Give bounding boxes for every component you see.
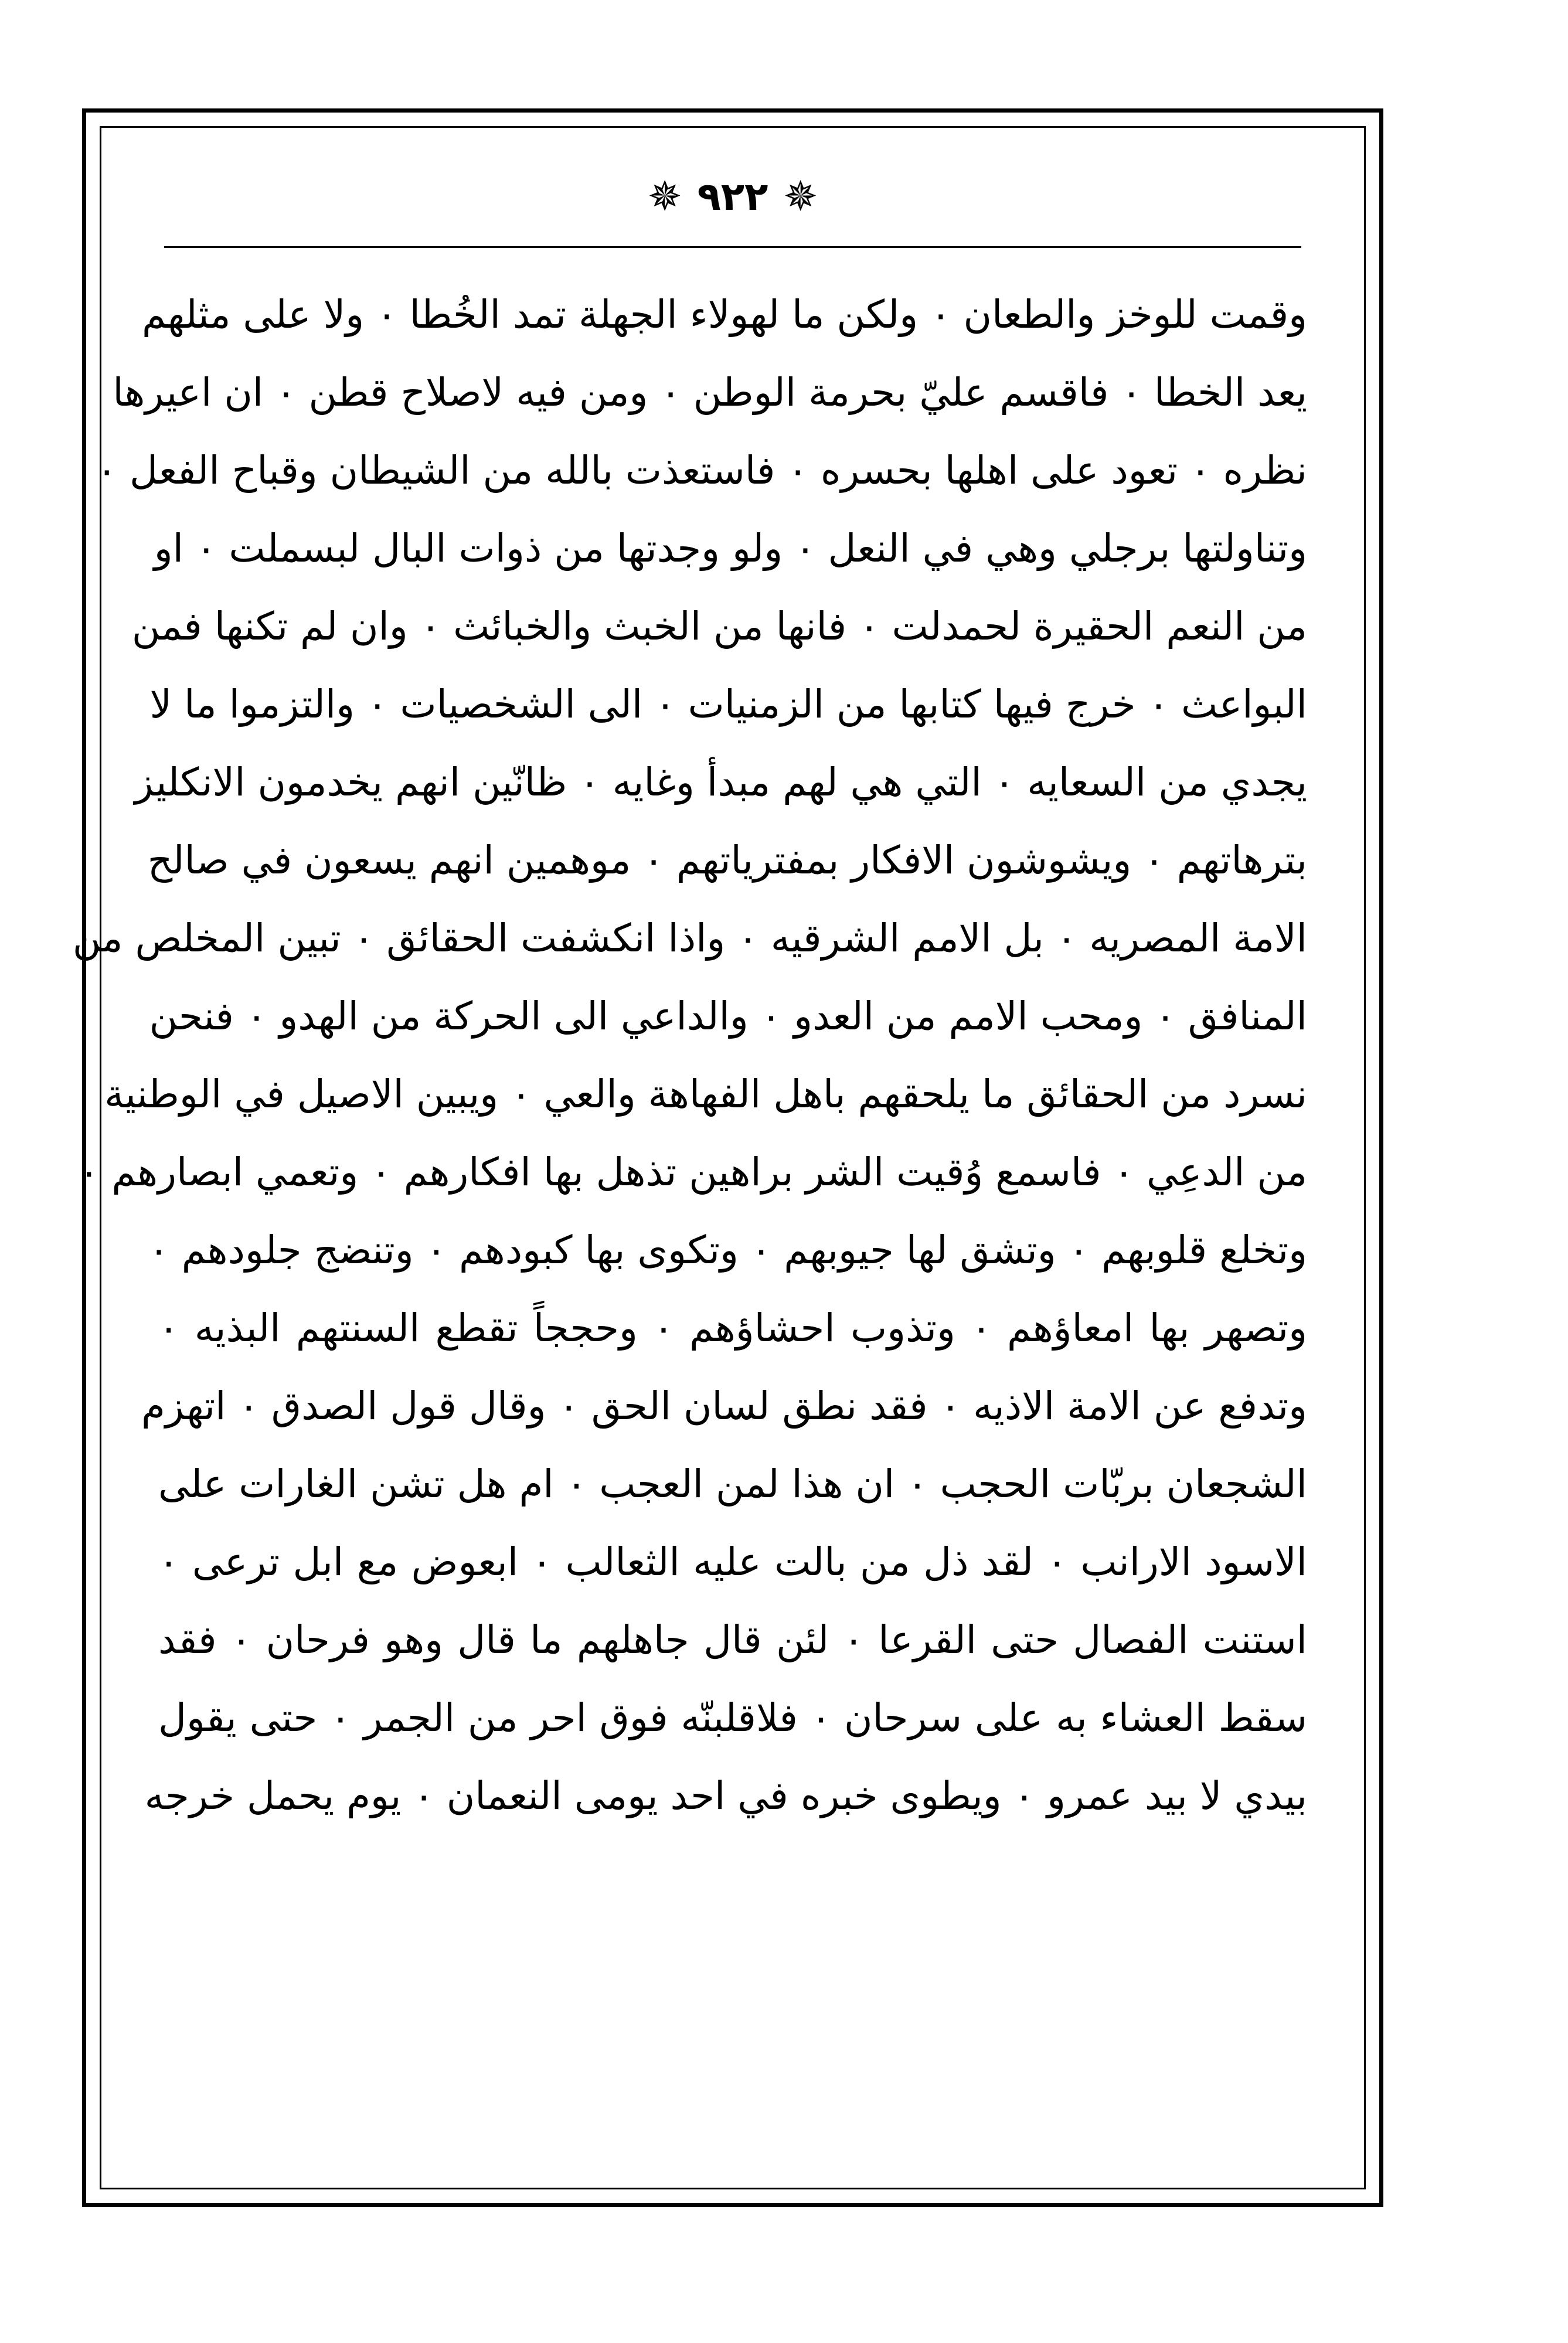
text-line: بيدي لا بيد عمرو ٠ ويطوى خبره في احد يومى النعمان ٠ يوم يحمل خرجه bbox=[144, 1773, 1307, 1818]
text-line: يعد الخطا ٠ فاقسم عليّ بحرمة الوطن ٠ ومن فيه لاصلاح قطن ٠ ان اعيرها bbox=[113, 370, 1307, 415]
text-line: نظره ٠ تعود على اهلها بحسره ٠ فاستعذت بالله من الشيطان وقباح الفعل ٠ bbox=[96, 448, 1307, 493]
text-line: يجدي من السعايه ٠ التي هي لهم مبدأ وغايه ٠ ظانّين انهم يخدمون الانكليز bbox=[134, 760, 1307, 805]
text-line: بترهاتهم ٠ ويشوشون الافكار بمفترياتهم ٠ موهمين انهم يسعون في صالح bbox=[147, 838, 1307, 883]
text-line: المنافق ٠ ومحب الامم من العدو ٠ والداعي الى الحركة من الهدو ٠ فنحن bbox=[149, 994, 1307, 1039]
text-line: وقمت للوخز والطعان ٠ ولكن ما لهولاء الجهلة تمد الخُطا ٠ ولا على مثلهم bbox=[141, 292, 1307, 337]
text-line: سقط العشاء به على سرحان ٠ فلاقلبنّه فوق احر من الجمر ٠ حتى يقول bbox=[158, 1695, 1307, 1740]
page-number: ٩٢٢ bbox=[697, 174, 768, 219]
text-line: وتخلع قلوبهم ٠ وتشق لها جيوبهم ٠ وتكوى بها كبودهم ٠ وتنضج جلودهم ٠ bbox=[148, 1227, 1307, 1273]
text-line: البواعث ٠ خرج فيها كتابها من الزمنيات ٠ الى الشخصيات ٠ والتزموا ما لا bbox=[149, 682, 1307, 727]
body-text bbox=[72, 276, 1308, 1835]
header-divider bbox=[164, 246, 1301, 248]
text-line: من الدعِي ٠ فاسمع وُقيت الشر براهين تذهل بها افكارهم ٠ وتعمي ابصارهم ٠ bbox=[78, 1150, 1307, 1195]
text-line: وتناولتها برجلي وهي في النعل ٠ ولو وجدتها من ذوات البال لبسملت ٠ او bbox=[154, 526, 1307, 571]
text-line: الاسود الارانب ٠ لقد ذل من بالت عليه الثعالب ٠ ابعوض مع ابل ترعى ٠ bbox=[158, 1539, 1308, 1584]
text-line: وتدفع عن الامة الاذيه ٠ فقد نطق لسان الحق ٠ وقال قول الصدق ٠ اتهزم bbox=[141, 1383, 1307, 1429]
text-line: الشجعان بربّات الحجب ٠ ان هذا لمن العجب ٠ ام هل تشن الغارات على bbox=[158, 1461, 1307, 1507]
text-line: استنت الفصال حتى القرعا ٠ لئن قال جاهلهم ما قال وهو فرحان ٠ فقد bbox=[158, 1617, 1307, 1662]
ornament-right-icon: ✵ bbox=[783, 172, 818, 220]
text-line: الامة المصريه ٠ بل الامم الشرقيه ٠ واذا انكشفت الحقائق ٠ تبين المخلص من bbox=[72, 916, 1307, 961]
text-line: من النعم الحقيرة لحمدلت ٠ فانها من الخبث والخبائث ٠ وان لم تكنها فمن bbox=[131, 604, 1307, 649]
text-line: وتصهر بها امعاؤهم ٠ وتذوب احشاؤهم ٠ وحججاً تقطع السنتهم البذيه ٠ bbox=[158, 1305, 1307, 1351]
ornament-left-icon: ✵ bbox=[647, 172, 682, 220]
page-header bbox=[100, 158, 1366, 234]
text-line: نسرد من الحقائق ما يلحقهم باهل الفهاهة والعي ٠ ويبين الاصيل في الوطنية bbox=[104, 1072, 1307, 1117]
